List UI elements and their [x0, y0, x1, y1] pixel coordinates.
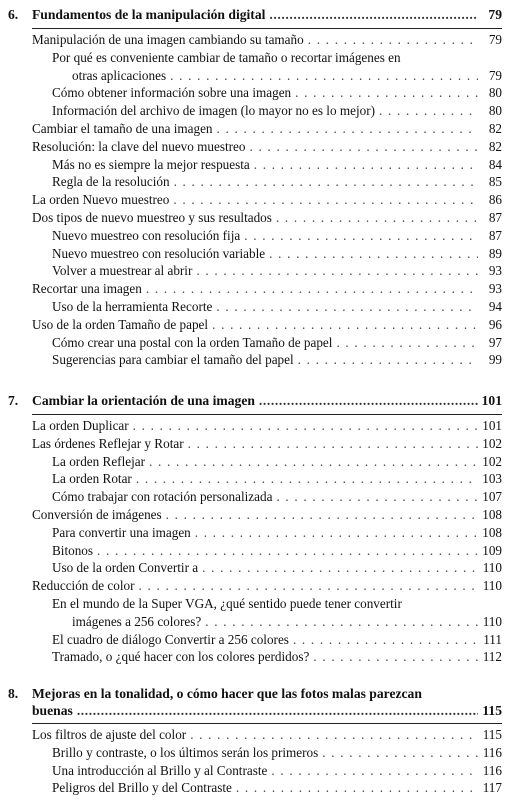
toc-entry [32, 173, 502, 191]
chapter-heading-line [8, 686, 502, 703]
entry-title: La orden Duplicar [32, 418, 129, 433]
toc-entry [32, 470, 502, 488]
chapter-title-continued: buenas [32, 702, 73, 718]
dot-leader [276, 209, 478, 227]
entry-list [32, 417, 502, 666]
entry-title: Regla de la resolución [52, 174, 170, 190]
chapter-page-number: 101 [481, 393, 502, 408]
entry-title: Nuevo muestreo con resolución variable [52, 245, 266, 261]
toc-entry [32, 49, 502, 85]
dot-leader [313, 648, 478, 666]
dot-leader [271, 762, 478, 780]
entry-title-continued: otras aplicaciones [72, 67, 167, 83]
entry-title: Por qué es conveniente cambiar de tamaño o recortar imágenes en [52, 49, 401, 65]
entry-page-number: 99 [488, 352, 502, 368]
entry-title-line [52, 67, 502, 85]
toc-entry [32, 435, 502, 453]
entry-title: Los filtros de ajuste del color [32, 727, 187, 742]
dot-leader [250, 138, 479, 156]
toc-entry [32, 542, 502, 560]
entry-page-number: 80 [488, 85, 502, 101]
chapter-number: 6. [8, 7, 19, 22]
dot-leader [196, 262, 478, 280]
toc-entry [32, 506, 502, 524]
entry-page-number: 84 [488, 156, 502, 172]
entry-list [32, 726, 502, 797]
entry-page-number: 116 [482, 744, 502, 760]
entry-page-number: 102 [482, 435, 502, 451]
entry-page-number: 96 [488, 316, 502, 332]
chapter-section [8, 686, 502, 796]
entry-page-number: 110 [482, 613, 502, 629]
dot-leader [269, 245, 478, 263]
toc-entry [32, 191, 502, 209]
toc-entry [32, 316, 502, 334]
entry-title: Conversión de imágenes [32, 506, 162, 522]
entry-page-number: 110 [482, 578, 502, 594]
dot-leader [170, 67, 478, 85]
toc-entry [32, 417, 502, 435]
entry-page-number: 79 [488, 67, 502, 83]
dot-leader [174, 173, 478, 191]
entry-page-number: 108 [482, 506, 502, 522]
dot-leader [205, 613, 478, 631]
toc-entry [32, 156, 502, 174]
toc-entry [32, 726, 502, 744]
dot-leader [298, 351, 478, 369]
entry-title: Cómo obtener información sobre una imagen [52, 85, 292, 101]
dot-leader [173, 191, 478, 209]
dot-leader [212, 316, 478, 334]
entry-page-number: 111 [483, 631, 502, 647]
entry-title: Cómo trabajar con rotación personalizada [52, 489, 273, 505]
dot-leader [202, 559, 478, 577]
entry-title: El cuadro de diálogo Convertir a 256 colores [52, 631, 289, 647]
entry-title: Brillo y contraste, o los últimos serán los primeros [52, 744, 319, 760]
toc-entry [32, 31, 502, 49]
entry-page-number: 87 [488, 227, 502, 243]
entry-title-line [52, 613, 502, 631]
toc-entry [32, 648, 502, 666]
chapter-number: 7. [8, 393, 19, 408]
toc-entry [32, 138, 502, 156]
entry-title: Uso de la herramienta Recorte [52, 298, 213, 314]
chapter-heading [8, 390, 502, 409]
toc-entry [32, 595, 502, 631]
entry-title: Reducción de color [32, 578, 135, 594]
entry-title: Manipulación de una imagen cambiando su tamaño [32, 32, 304, 47]
toc-entry [32, 334, 502, 352]
dot-leader [149, 453, 478, 471]
entry-page-number: 82 [488, 120, 502, 136]
toc-entry [32, 351, 502, 369]
entry-page-number: 101 [482, 418, 502, 433]
dot-leader [133, 417, 478, 435]
entry-title: Tramado, o ¿qué hacer con los colores perdidos? [52, 649, 310, 665]
dot-leader [295, 84, 478, 102]
entry-title: Información del archivo de imagen (lo mayor no es lo mejor) [52, 103, 375, 119]
dot-leader [217, 120, 478, 138]
entry-title: Nuevo muestreo con resolución fija [52, 227, 241, 243]
chapter-heading [8, 686, 502, 719]
entry-title: La orden Reflejar [52, 453, 145, 469]
dot-leader [146, 280, 478, 298]
entry-title: Cómo crear una postal con la orden Tamaño de papel [52, 334, 333, 350]
chapter-rule [32, 723, 502, 724]
dot-leader [308, 31, 478, 49]
toc-entry [32, 488, 502, 506]
toc-entry [32, 84, 502, 102]
toc-entry [32, 298, 502, 316]
entry-page-number: 93 [488, 263, 502, 279]
dot-leader [136, 470, 478, 488]
dot-leader [379, 102, 478, 120]
toc-entry [32, 245, 502, 263]
entry-page-number: 86 [488, 192, 502, 208]
entry-title: Resolución: la clave del nuevo muestreo [32, 138, 246, 154]
entry-page-number: 93 [488, 281, 502, 297]
chapter-section [8, 4, 502, 368]
entry-page-number: 112 [482, 649, 502, 665]
toc-entry [32, 209, 502, 227]
dot-leader [269, 7, 478, 23]
chapter-title: Mejoras en la tonalidad, o cómo hacer que las fotos malas parezcan [32, 686, 422, 701]
chapter-number: 8. [8, 686, 19, 701]
dot-leader [244, 227, 478, 245]
dot-leader [216, 298, 478, 316]
entry-page-number: 85 [488, 174, 502, 190]
entry-page-number: 102 [482, 453, 502, 469]
entry-title: En el mundo de la Super VGA, ¿qué sentido puede tener convertir [52, 595, 402, 611]
dot-leader [293, 631, 478, 649]
toc-entry [32, 577, 502, 595]
toc-entry [32, 779, 502, 797]
dot-leader [139, 577, 478, 595]
entry-title: Bitonos [52, 542, 94, 558]
toc-entry [32, 524, 502, 542]
chapter-rule [32, 28, 502, 29]
entry-page-number: 110 [482, 560, 502, 576]
dot-leader [195, 524, 478, 542]
dot-leader [254, 156, 478, 174]
dot-leader [188, 435, 478, 453]
entry-title: Sugerencias para cambiar el tamaño del papel [52, 352, 294, 368]
toc-entry [32, 744, 502, 762]
entry-title: Para convertir una imagen [52, 524, 191, 540]
dot-leader [77, 703, 478, 720]
chapter-heading-line [8, 703, 502, 720]
chapter-rule [32, 414, 502, 415]
toc-entry [32, 280, 502, 298]
entry-page-number: 103 [482, 471, 502, 487]
dot-leader [190, 726, 478, 744]
entry-title: Peligros del Brillo y del Contraste [52, 780, 232, 796]
chapter-heading [8, 4, 502, 23]
dot-leader [236, 779, 478, 797]
toc-entry [32, 227, 502, 245]
entry-title: Volver a muestrear al abrir [52, 263, 193, 279]
entry-page-number: 97 [488, 334, 502, 350]
entry-page-number: 117 [482, 780, 502, 796]
toc-entry [32, 262, 502, 280]
entry-page-number: 79 [488, 32, 502, 47]
entry-page-number: 87 [488, 209, 502, 225]
entry-page-number: 82 [488, 138, 502, 154]
toc-entry [32, 762, 502, 780]
dot-leader [97, 542, 478, 560]
entry-title: Uso de la orden Tamaño de papel [32, 316, 209, 332]
toc-entry [32, 453, 502, 471]
entry-page-number: 80 [488, 103, 502, 119]
dot-leader [336, 334, 478, 352]
toc-entry [32, 559, 502, 577]
entry-title-continued: imágenes a 256 colores? [72, 613, 202, 629]
entry-page-number: 107 [482, 489, 502, 505]
entry-title: Más no es siempre la mejor respuesta [52, 156, 250, 172]
toc-entry [32, 102, 502, 120]
dot-leader [166, 506, 478, 524]
entry-title: Dos tipos de nuevo muestreo y sus resultados [32, 209, 272, 225]
entry-page-number: 89 [488, 245, 502, 261]
entry-title: La orden Nuevo muestreo [32, 192, 170, 208]
dot-leader [276, 488, 478, 506]
chapter-title: Fundamentos de la manipulación digital [32, 7, 266, 22]
entry-title: Uso de la orden Convertir a [52, 560, 199, 576]
entry-title: Cambiar el tamaño de una imagen [32, 120, 213, 136]
entry-title: Una introducción al Brillo y al Contraste [52, 762, 268, 778]
toc-entry [32, 631, 502, 649]
chapter-page-number: 79 [488, 7, 502, 22]
entry-list [32, 31, 502, 369]
entry-title: Las órdenes Reflejar y Rotar [32, 435, 184, 451]
dot-leader [259, 393, 478, 409]
chapter-section [8, 390, 502, 665]
entry-title: La orden Rotar [52, 471, 132, 487]
entry-page-number: 115 [482, 727, 502, 742]
chapter-title: Cambiar la orientación de una imagen [32, 393, 255, 408]
dot-leader [322, 744, 478, 762]
entry-page-number: 108 [482, 524, 502, 540]
entry-page-number: 94 [488, 298, 502, 314]
entry-title: Recortar una imagen [32, 281, 142, 297]
chapter-page-number: 115 [482, 702, 502, 718]
entry-page-number: 109 [482, 542, 502, 558]
entry-page-number: 116 [482, 762, 502, 778]
toc-entry [32, 120, 502, 138]
